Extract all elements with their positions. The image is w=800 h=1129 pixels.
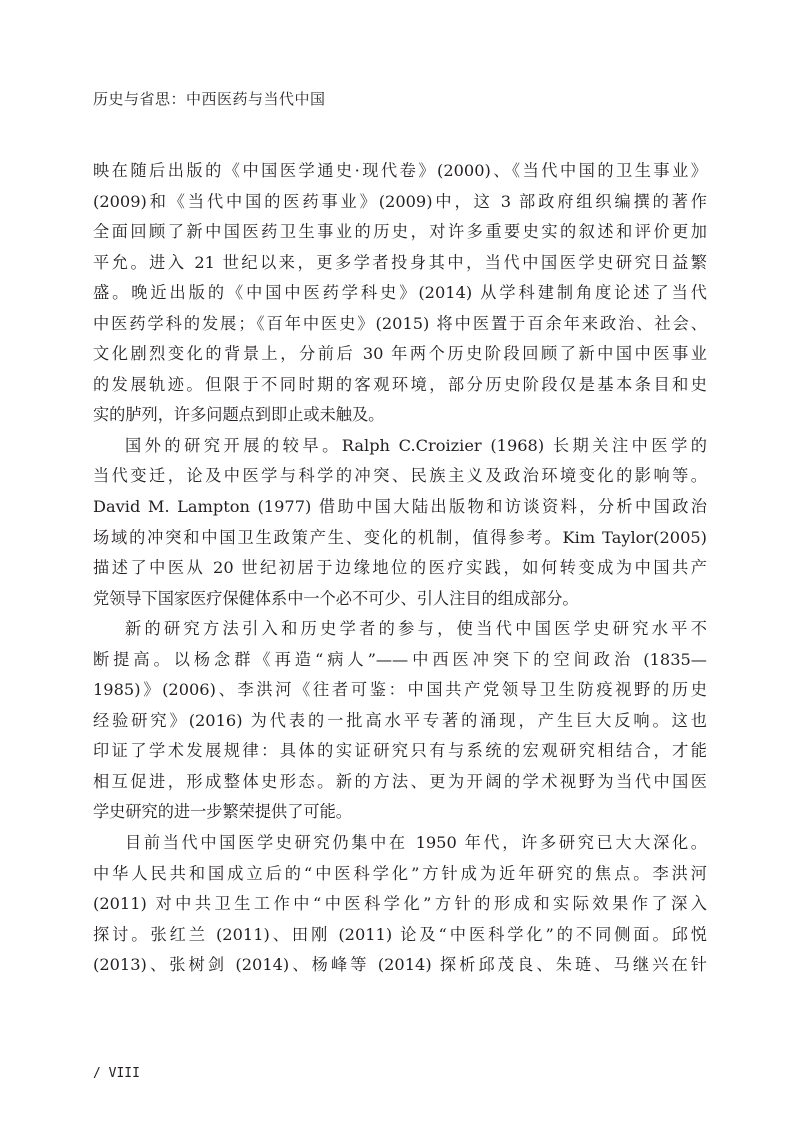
paragraph (93, 156, 707, 431)
paragraph (93, 614, 707, 828)
text-line: 断提高。以杨念群《再造“病人”——中西医冲突下的空间政治 (1835— (93, 649, 707, 669)
page-number: / VIII (93, 1066, 140, 1081)
running-header (93, 88, 326, 109)
text-line: 经验研究》(2016) 为代表的一批高水平专著的涌现，产生巨大反响。这也 (93, 710, 707, 730)
text-line: 盛。晚近出版的《中国中医药学科史》(2014) 从学科建制角度论述了当代 (93, 283, 707, 303)
text-line: 相互促进，形成整体史形态。新的方法、更为开阔的学术视野为当代中国医 (93, 771, 707, 791)
text-line: 当代变迁，论及中医学与科学的冲突、民族主义及政治环境变化的影响等。 (93, 466, 707, 486)
running-title: 历史与省思：中西医药与当代中国 (93, 90, 326, 108)
text-line: 学史研究的进一步繁荣提供了可能。 (93, 802, 352, 822)
paragraph (93, 828, 707, 981)
text-line: (2009)和《当代中国的医药事业》(2009)中，这 3 部政府组织编撰的著作 (93, 191, 707, 211)
text-line: 国外的研究开展的较早。Ralph C.Croizier (1968) 长期关注中医学的 (125, 435, 707, 455)
text-line: 目前当代中国医学史研究仍集中在 1950 年代，许多研究已大大深化。 (125, 833, 707, 853)
text-line: (2013)、张树剑 (2014)、杨峰等 (2014) 探析邱茂良、朱琏、马继兴在针 (93, 955, 707, 975)
body-text (93, 156, 707, 981)
text-line: 新的研究方法引入和历史学者的参与，使当代中国医学史研究水平不 (125, 619, 707, 639)
text-line: 描述了中医从 20 世纪初居于边缘地位的医疗实践，如何转变成为中国共产 (93, 558, 707, 578)
text-line: 场域的冲突和中国卫生政策产生、变化的机制，值得参考。Kim Taylor(2005) (93, 527, 707, 547)
text-line: David M. Lampton (1977) 借助中国大陆出版物和访谈资料，分析中国政治 (93, 497, 707, 517)
paragraph (93, 431, 707, 614)
text-line: 文化剧烈变化的背景上，分前后 30 年两个历史阶段回顾了新中国中医事业 (93, 344, 707, 364)
text-line: 中华人民共和国成立后的“中医科学化”方针成为近年研究的焦点。李洪河 (93, 863, 707, 883)
text-line: 中医药学科的发展；《百年中医史》(2015) 将中医置于百余年来政治、社会、 (93, 313, 707, 333)
text-line: 党领导下国家医疗保健体系中一个必不可少、引人注目的组成部分。 (93, 588, 579, 608)
text-line: 全面回顾了新中国医药卫生事业的历史，对许多重要史实的叙述和评价更加 (93, 222, 707, 242)
text-line: (2011) 对中共卫生工作中“中医科学化”方针的形成和实际效果作了深入 (93, 894, 707, 914)
text-line: 平允。进入 21 世纪以来，更多学者投身其中，当代中国医学史研究日益繁 (93, 252, 707, 272)
text-line: 探讨。张红兰 (2011)、田刚 (2011) 论及“中医科学化”的不同侧面。邱悦 (93, 924, 707, 944)
text-line: 实的胪列，许多问题点到即止或未触及。 (93, 405, 385, 425)
text-line: 映在随后出版的《中国医学通史·现代卷》(2000)、《当代中国的卫生事业》 (93, 161, 707, 180)
text-line: 的发展轨迹。但限于不同时期的客观环境，部分历史阶段仅是基本条目和史 (93, 374, 707, 394)
text-line: 1985)》(2006)、李洪河《往者可鉴：中国共产党领导卫生防疫视野的历史 (93, 680, 707, 700)
text-line: 印证了学术发展规律：具体的实证研究只有与系统的宏观研究相结合，才能 (93, 741, 707, 761)
